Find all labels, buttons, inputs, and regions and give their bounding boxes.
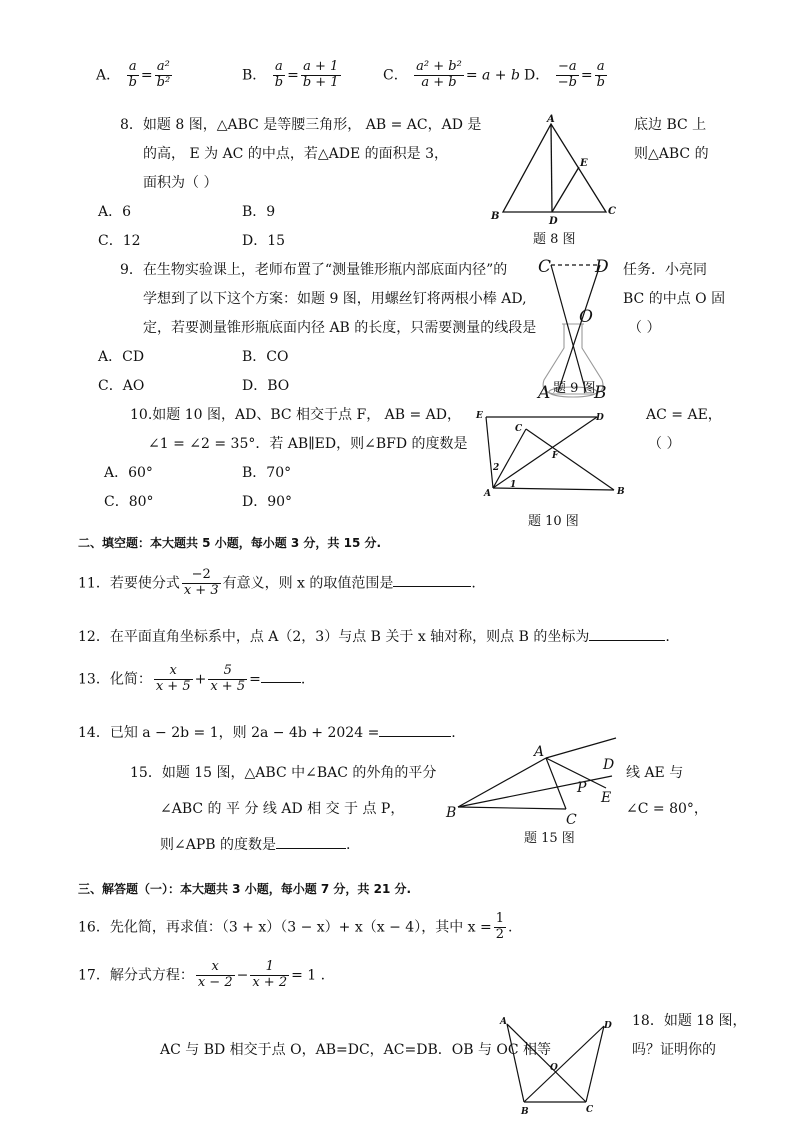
q10-angle-1-label: 1 (510, 480, 517, 490)
q18-point-o-label: O (550, 1063, 558, 1073)
q9-line1-right: 任务．小亮同 (623, 262, 707, 278)
q10-caption: 题 10 图 (528, 514, 579, 529)
q10-line1-right: AC = AE， (646, 407, 722, 423)
q15-point-a-label: A (534, 744, 545, 760)
q9-point-b-label: B (594, 383, 607, 402)
q11: 11．若要使分式 $\frac{-2}{x + 3}$ 有意义，则 x 的取值范围是 . (78, 567, 476, 598)
q8-point-b-label: B (491, 211, 500, 222)
q8-line1: 8．如题 8 图，△ABC 是等腰三角形， AB = AC，AD 是 (120, 117, 482, 133)
q14-answer-blank[interactable] (379, 722, 451, 737)
q15-point-p-label: P (577, 780, 587, 796)
q8-line2-right: 则△ABC 的 (634, 146, 709, 162)
q8-option-c: C．12 (98, 233, 141, 249)
q18-point-a-label: A (500, 1017, 507, 1027)
q10-point-f-label: F (552, 451, 559, 461)
q10-line2-right: （ ） (648, 436, 681, 452)
q9-line3-right: （ ） (628, 320, 661, 336)
q16: 16．先化简，再求值：（3 + x）（3 − x）+ x（x − 4），其中 x = $\frac{1}{2}$ . (78, 911, 513, 942)
q15-line3: 则∠APB 的度数是 . (160, 834, 350, 854)
q15-answer-blank[interactable] (276, 834, 346, 849)
q11-answer-blank[interactable] (393, 572, 471, 587)
q10-option-d: D．90° (242, 494, 293, 510)
section-3-heading: 三、解答题（一）：本大题共 3 小题，每小题 7 分，共 21 分. (78, 882, 412, 896)
q9-point-c-label: C (538, 257, 552, 277)
q8-point-c-label: C (608, 206, 616, 217)
q15-point-b-label: B (446, 805, 457, 821)
q8-point-e-label: E (580, 158, 588, 169)
q8-caption: 题 8 图 (533, 232, 576, 247)
q9-point-d-label: D (595, 257, 609, 277)
q10-point-a-label: A (484, 489, 491, 499)
q15-line1: 15．如题 15 图，△ABC 中∠BAC 的外角的平分 (130, 765, 437, 781)
q12-answer-blank[interactable] (589, 626, 665, 641)
q10-point-d-label: D (596, 413, 604, 423)
q7-option-b: B． $\frac{a}{b}$ = $\frac{a + 1}{b + 1}$ (242, 59, 339, 90)
q15-caption: 题 15 图 (524, 831, 575, 846)
q8-option-d: D．15 (242, 233, 286, 249)
q15-point-d-label: D (603, 757, 615, 773)
q14: 14．已知 a − 2b = 1，则 2a − 4b + 2024 = . (78, 722, 456, 742)
q10-point-b-label: B (617, 487, 625, 497)
q15-point-c-label: C (566, 812, 577, 828)
q10-line2: ∠1 = ∠2 = 35°．若 AB∥ED，则∠BFD 的度数是 (148, 436, 468, 452)
q15-point-e-label: E (601, 790, 612, 806)
q10-option-c: C．80° (104, 494, 154, 510)
q10-point-e-label: E (476, 411, 483, 421)
q15-figure (444, 736, 620, 828)
q8-line1-right: 底边 BC 上 (634, 117, 707, 133)
q18-line2-right: 吗？证明你的 (632, 1042, 716, 1058)
q9-point-a-label: A (538, 383, 551, 402)
q8-line3: 面积为（ ） (143, 175, 218, 191)
q9-option-c: C．AO (98, 378, 145, 394)
q10-point-c-label: C (515, 424, 523, 434)
q10-option-a: A．60° (104, 465, 153, 481)
q9-option-a: A．CD (98, 349, 145, 365)
q18-point-b-label: B (521, 1107, 529, 1117)
q18-point-c-label: C (586, 1105, 594, 1115)
q9-option-b: B．CO (242, 349, 289, 365)
q12: 12．在平面直角坐标系中，点 A（2，3）与点 B 关于 x 轴对称，则点 B 的坐标为 . (78, 626, 670, 646)
q8-line2: 的高， E 为 AC 的中点，若△ADE 的面积是 3， (143, 146, 448, 162)
q8-triangle-figure (486, 112, 626, 230)
q7-option-c: C． $\frac{\text{a² + b²}}{a + b}$ = a + b (383, 59, 520, 90)
q10-figure (472, 404, 632, 500)
q13: 13．化简： $\frac{x}{x + 5}$ + $\frac{5}{x + 5}$ = . (78, 663, 306, 694)
q15-line1-right: 线 AE 与 (626, 765, 684, 781)
q9-line1: 9．在生物实验课上，老师布置了“测量锥形瓶内部底面内径”的 (120, 262, 508, 278)
q7-option-a: A． $\frac{a}{b}$ = $\frac{\text{a²}}{\text{b²}}$ (96, 59, 171, 90)
q18-figure (496, 1012, 620, 1118)
q7-option-d: D． $\frac{-a}{-b}$ = $\frac{a}{b}$ (524, 59, 605, 90)
q15-line2: ∠ABC 的 平 分 线 AD 相 交 于 点 P， (160, 801, 405, 817)
q9-caption: 题 9 图 (553, 381, 596, 396)
q9-point-o-label: O (579, 307, 593, 327)
q9-option-d: D．BO (242, 378, 290, 394)
q18-line2: AC 与 BD 相交于点 O，AB=DC，AC=DB．OB 与 OC 相等 (160, 1042, 552, 1058)
q10-line1: 10.如题 10 图，AD、BC 相交于点 F， AB = AD， (130, 407, 462, 423)
q9-line3: 定，若要测量锥形瓶底面内径 AB 的长度，只需要测量的线段是 (143, 320, 537, 336)
section-2-heading: 二、填空题：本大题共 5 小题，每小题 3 分，共 15 分. (78, 536, 382, 550)
q9-line2-right: BC 的中点 O 固 (623, 291, 726, 307)
q17: 17．解分式方程： $\frac{x}{x - 2}$ − $\frac{1}{x + 2}$ = 1 . (78, 959, 326, 990)
q13-answer-blank[interactable] (261, 668, 301, 683)
q8-option-b: B．9 (242, 204, 276, 220)
q15-line2-right: ∠C = 80°， (626, 801, 708, 817)
q10-angle-2-label: 2 (493, 463, 500, 473)
q8-option-a: A．6 (98, 204, 132, 220)
q8-point-d-label: D (549, 216, 558, 227)
q9-line2: 学想到了以下这个方案：如题 9 图，用螺丝钉将两根小棒 AD, (143, 291, 527, 307)
q8-point-a-label: A (547, 114, 555, 125)
q18-line1-right: 18．如题 18 图， (632, 1013, 747, 1029)
q10-option-b: B．70° (242, 465, 292, 481)
q18-point-d-label: D (604, 1021, 612, 1031)
